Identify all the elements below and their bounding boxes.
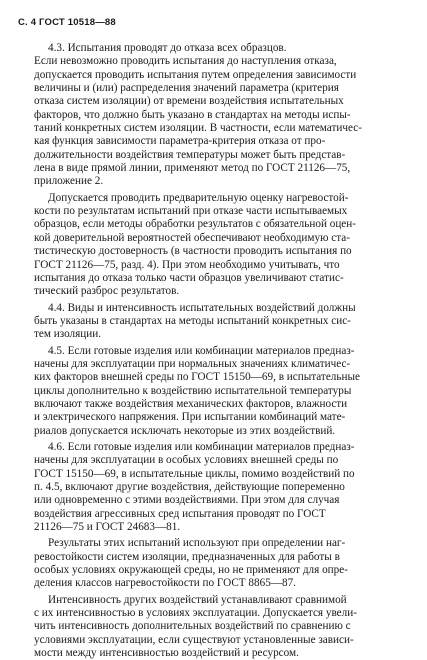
text-line: и электрического напряжения. При испытании комбинаций мате- — [34, 411, 346, 424]
text-line: Результаты этих испытаний используют при определении наг- — [48, 537, 346, 550]
text-line: приложение 2. — [34, 175, 104, 188]
text-line: условиями эксплуатации, если существуют установленные зависи- — [34, 633, 354, 646]
text-line: начены для эксплуатации в особых условиях внешней среды по — [34, 454, 339, 467]
text-line: 4.6. Если готовые изделия или комбинации материалов предназ- — [48, 440, 355, 453]
document-body — [34, 42, 410, 660]
text-line: п. 4.5, включают другие воздействия, действующие попеременно — [34, 481, 345, 493]
paragraph — [34, 42, 410, 189]
text-line: ревостойкости систем изоляции, предназначенных для работы в — [34, 550, 340, 563]
text-line: или одновременно с этими воздействиями. При этом для случая — [34, 494, 340, 507]
paragraph — [34, 537, 410, 590]
text-line: 4.4. Виды и интенсивность испытательных воздействий должны — [48, 301, 356, 314]
text-line: 4.3. Испытания проводят до отказа всех образцов. — [48, 42, 287, 54]
text-line: циклы дополнительно к воздействию испытательной температуры — [34, 384, 352, 397]
text-line: должительности воздействия температуры может быть представ- — [34, 148, 346, 161]
text-line: включают также воздействия механических факторов, влажности — [34, 397, 348, 410]
text-line: Допускается проводить предварительную оценку нагревостой- — [48, 191, 349, 204]
paragraph — [34, 441, 410, 534]
text-line: испытания до отказа только части образцов увеличивают статис- — [34, 271, 344, 284]
text-line: чить интенсивность дополнительных воздействий по сравнению с — [34, 620, 351, 633]
text-line: отказа систем изоляции) от времени воздействия испытательных — [34, 95, 344, 108]
page-header: С. 4 ГОСТ 10518—88 — [18, 17, 116, 28]
text-line: ких факторов внешней среды по ГОСТ 15150—69, в испытательные — [34, 371, 360, 384]
paragraph — [34, 192, 410, 299]
text-line: величины и (или) распределения значений параметра (критерия — [34, 82, 339, 95]
text-line: Интенсивность других воздействий устанавливают сравнимой — [48, 593, 347, 606]
text-line: тистическую достоверность (в частности проводить испытания по — [34, 245, 352, 258]
text-line: деления классов нагревостойкости по ГОСТ 8865—87. — [34, 577, 296, 590]
text-line: особых условиях окружающей среды, но не применяют для опре- — [34, 564, 348, 577]
text-line: с их интенсивностью в условиях эксплуатации. Допускается увели- — [34, 607, 357, 620]
text-line: быть указаны в стандартах на методы испытаний конкретных сис- — [34, 314, 351, 327]
text-line: 21126—75 и ГОСТ 24683—81. — [34, 521, 181, 534]
text-line: риалов допускается исключать некоторые из этих воздействий. — [34, 424, 336, 437]
paragraph — [34, 345, 410, 438]
text-line: допускается проводить испытания путем определения зависимости — [34, 68, 357, 81]
text-line: кая функция зависимости параметра-критерия отказа от про- — [34, 135, 326, 148]
text-line: ГОСТ 15150—69, в испытательные циклы, помимо воздействий по — [34, 467, 355, 480]
paragraph — [34, 302, 410, 342]
text-line: кой доверительной вероятностей обеспечивают необходимую ста- — [34, 231, 350, 244]
text-line: лена в виде прямой линии, применяют метод по ГОСТ 21126—75, — [34, 162, 351, 175]
text-line: таний конкретных систем изоляции. В частности, если математичес- — [34, 122, 362, 135]
text-line: ГОСТ 21126—75, разд. 4). При этом необходимо учитывать, что — [34, 258, 340, 271]
text-line: мости между интенсивностью воздействий и ресурсом. — [34, 647, 299, 660]
text-line: воздействия агрессивных сред испытания проводят по ГОСТ — [34, 507, 326, 520]
text-line: тем изоляции. — [34, 328, 102, 341]
text-line: кости по результатам испытаний при отказе части испытываемых — [34, 205, 348, 218]
text-line: факторов, что должно быть указано в стандартах на методы испы- — [34, 108, 351, 121]
text-line: 4.5. Если готовые изделия или комбинации материалов предназ- — [48, 344, 355, 357]
text-line: тический разброс результатов. — [34, 285, 180, 298]
text-line: образцов, если методы обработки результатов с обязательной оцен- — [34, 218, 356, 231]
paragraph — [34, 594, 410, 660]
text-line: Если невозможно проводить испытания до наступления отказа, — [34, 55, 337, 68]
text-line: начены для эксплуатации при нормальных значениях климатичес- — [34, 357, 351, 370]
